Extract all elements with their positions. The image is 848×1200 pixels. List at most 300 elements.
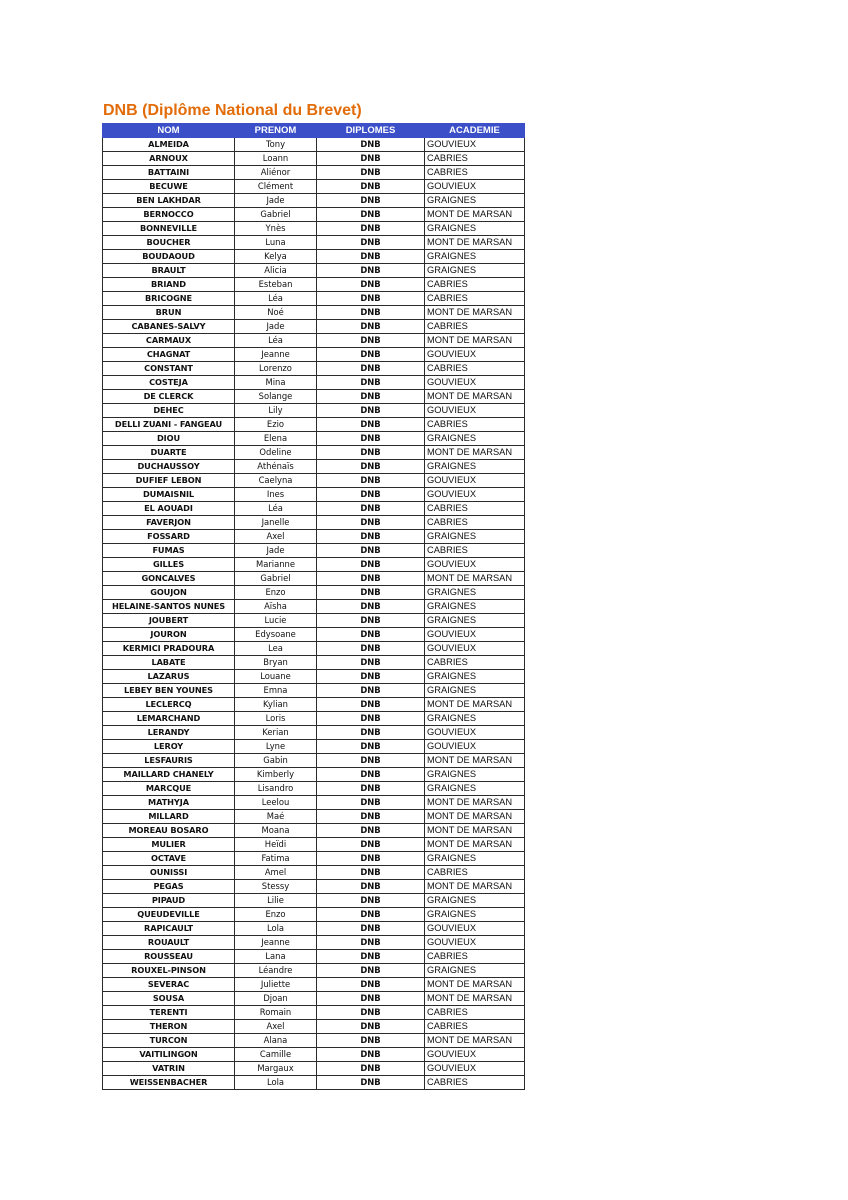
- cell-academie: GRAIGNES: [425, 908, 525, 922]
- cell-prenom: Fatima: [235, 852, 317, 866]
- table-row: [103, 572, 525, 586]
- cell-prenom: Athénaïs: [235, 460, 317, 474]
- table-row: [103, 208, 525, 222]
- table-row: [103, 1076, 525, 1090]
- cell-prenom: Djoan: [235, 992, 317, 1006]
- cell-prenom: Lea: [235, 642, 317, 656]
- cell-prenom: Kelya: [235, 250, 317, 264]
- table-row: [103, 264, 525, 278]
- cell-nom: EL AOUADI: [103, 502, 235, 516]
- cell-academie: GRAIGNES: [425, 250, 525, 264]
- table-row: [103, 362, 525, 376]
- cell-nom: KERMICI PRADOURA: [103, 642, 235, 656]
- cell-prenom: Moana: [235, 824, 317, 838]
- cell-academie: MONT DE MARSAN: [425, 446, 525, 460]
- cell-prenom: Lisandro: [235, 782, 317, 796]
- cell-diplome: DNB: [317, 600, 425, 614]
- cell-academie: GOUVIEUX: [425, 1062, 525, 1076]
- cell-prenom: Aïsha: [235, 600, 317, 614]
- cell-academie: CABRIES: [425, 152, 525, 166]
- cell-diplome: DNB: [317, 698, 425, 712]
- cell-nom: JOURON: [103, 628, 235, 642]
- cell-nom: LAZARUS: [103, 670, 235, 684]
- cell-nom: BEN LAKHDAR: [103, 194, 235, 208]
- cell-diplome: DNB: [317, 264, 425, 278]
- column-header-prenom: PRENOM: [235, 124, 317, 138]
- table-row: [103, 180, 525, 194]
- cell-academie: MONT DE MARSAN: [425, 698, 525, 712]
- cell-prenom: Axel: [235, 1020, 317, 1034]
- cell-academie: CABRIES: [425, 516, 525, 530]
- cell-academie: MONT DE MARSAN: [425, 306, 525, 320]
- cell-diplome: DNB: [317, 222, 425, 236]
- cell-prenom: Leelou: [235, 796, 317, 810]
- cell-nom: BOUCHER: [103, 236, 235, 250]
- cell-nom: RAPICAULT: [103, 922, 235, 936]
- cell-prenom: Odeline: [235, 446, 317, 460]
- cell-nom: OCTAVE: [103, 852, 235, 866]
- cell-nom: WEISSENBACHER: [103, 1076, 235, 1090]
- table-row: [103, 1062, 525, 1076]
- table-row: [103, 236, 525, 250]
- cell-diplome: DNB: [317, 558, 425, 572]
- cell-prenom: Lola: [235, 922, 317, 936]
- table-row: [103, 474, 525, 488]
- cell-nom: BRIAND: [103, 278, 235, 292]
- cell-academie: GRAIGNES: [425, 194, 525, 208]
- table-row: [103, 992, 525, 1006]
- cell-prenom: Gabriel: [235, 208, 317, 222]
- cell-diplome: DNB: [317, 1076, 425, 1090]
- cell-prenom: Jade: [235, 544, 317, 558]
- cell-prenom: Elena: [235, 432, 317, 446]
- table-row: [103, 866, 525, 880]
- cell-academie: MONT DE MARSAN: [425, 1034, 525, 1048]
- cell-prenom: Gabin: [235, 754, 317, 768]
- cell-academie: CABRIES: [425, 950, 525, 964]
- cell-academie: CABRIES: [425, 1006, 525, 1020]
- cell-nom: BERNOCCO: [103, 208, 235, 222]
- cell-prenom: Emna: [235, 684, 317, 698]
- cell-academie: GRAIGNES: [425, 684, 525, 698]
- table-row: [103, 138, 525, 152]
- cell-nom: GOUJON: [103, 586, 235, 600]
- cell-nom: BOUDAOUD: [103, 250, 235, 264]
- table-row: [103, 852, 525, 866]
- table-row: [103, 1048, 525, 1062]
- cell-diplome: DNB: [317, 852, 425, 866]
- table-row: [103, 432, 525, 446]
- cell-diplome: DNB: [317, 628, 425, 642]
- cell-diplome: DNB: [317, 236, 425, 250]
- cell-diplome: DNB: [317, 544, 425, 558]
- table-row: [103, 1006, 525, 1020]
- cell-diplome: DNB: [317, 320, 425, 334]
- cell-nom: JOUBERT: [103, 614, 235, 628]
- cell-nom: LEMARCHAND: [103, 712, 235, 726]
- cell-nom: DEHEC: [103, 404, 235, 418]
- cell-diplome: DNB: [317, 894, 425, 908]
- cell-diplome: DNB: [317, 250, 425, 264]
- cell-nom: DUMAISNIL: [103, 488, 235, 502]
- cell-prenom: Jeanne: [235, 936, 317, 950]
- cell-nom: CARMAUX: [103, 334, 235, 348]
- table-row: [103, 292, 525, 306]
- cell-diplome: DNB: [317, 404, 425, 418]
- table-row: [103, 1034, 525, 1048]
- cell-nom: DUARTE: [103, 446, 235, 460]
- table-row: [103, 1020, 525, 1034]
- cell-prenom: Kerian: [235, 726, 317, 740]
- cell-diplome: DNB: [317, 880, 425, 894]
- cell-academie: MONT DE MARSAN: [425, 236, 525, 250]
- cell-diplome: DNB: [317, 488, 425, 502]
- table-row: [103, 810, 525, 824]
- cell-prenom: Clément: [235, 180, 317, 194]
- cell-nom: BRUN: [103, 306, 235, 320]
- cell-academie: GOUVIEUX: [425, 404, 525, 418]
- cell-prenom: Bryan: [235, 656, 317, 670]
- cell-academie: MONT DE MARSAN: [425, 334, 525, 348]
- cell-academie: GOUVIEUX: [425, 376, 525, 390]
- table-row: [103, 656, 525, 670]
- cell-diplome: DNB: [317, 418, 425, 432]
- cell-diplome: DNB: [317, 1048, 425, 1062]
- cell-diplome: DNB: [317, 138, 425, 152]
- cell-academie: GRAIGNES: [425, 712, 525, 726]
- cell-academie: GOUVIEUX: [425, 474, 525, 488]
- table-row: [103, 978, 525, 992]
- cell-prenom: Ines: [235, 488, 317, 502]
- table-row: [103, 348, 525, 362]
- cell-nom: ARNOUX: [103, 152, 235, 166]
- cell-prenom: Lucie: [235, 614, 317, 628]
- cell-diplome: DNB: [317, 194, 425, 208]
- table-row: [103, 712, 525, 726]
- cell-diplome: DNB: [317, 796, 425, 810]
- cell-nom: DIOU: [103, 432, 235, 446]
- cell-diplome: DNB: [317, 166, 425, 180]
- cell-nom: BRAULT: [103, 264, 235, 278]
- table-row: [103, 404, 525, 418]
- cell-academie: CABRIES: [425, 866, 525, 880]
- cell-prenom: Léa: [235, 502, 317, 516]
- cell-academie: CABRIES: [425, 1020, 525, 1034]
- cell-diplome: DNB: [317, 362, 425, 376]
- cell-diplome: DNB: [317, 992, 425, 1006]
- cell-academie: GRAIGNES: [425, 460, 525, 474]
- cell-prenom: Caelyna: [235, 474, 317, 488]
- cell-diplome: DNB: [317, 208, 425, 222]
- cell-nom: DE CLERCK: [103, 390, 235, 404]
- cell-nom: CABANES-SALVY: [103, 320, 235, 334]
- cell-nom: GONCALVES: [103, 572, 235, 586]
- cell-diplome: DNB: [317, 838, 425, 852]
- cell-prenom: Ynès: [235, 222, 317, 236]
- cell-prenom: Margaux: [235, 1062, 317, 1076]
- cell-nom: COSTEJA: [103, 376, 235, 390]
- table-row: [103, 390, 525, 404]
- cell-nom: BATTAINI: [103, 166, 235, 180]
- cell-nom: BECUWE: [103, 180, 235, 194]
- cell-prenom: Lorenzo: [235, 362, 317, 376]
- cell-prenom: Juliette: [235, 978, 317, 992]
- cell-diplome: DNB: [317, 432, 425, 446]
- cell-diplome: DNB: [317, 754, 425, 768]
- cell-diplome: DNB: [317, 292, 425, 306]
- table-row: [103, 698, 525, 712]
- table-header-row: [103, 124, 525, 138]
- cell-diplome: DNB: [317, 572, 425, 586]
- cell-nom: HELAINE-SANTOS NUNES: [103, 600, 235, 614]
- column-header-nom: NOM: [103, 124, 235, 138]
- table-row: [103, 502, 525, 516]
- table-row: [103, 922, 525, 936]
- cell-diplome: DNB: [317, 964, 425, 978]
- cell-prenom: Lana: [235, 950, 317, 964]
- cell-academie: MONT DE MARSAN: [425, 824, 525, 838]
- cell-diplome: DNB: [317, 1020, 425, 1034]
- cell-prenom: Jade: [235, 194, 317, 208]
- table-row: [103, 964, 525, 978]
- cell-diplome: DNB: [317, 670, 425, 684]
- cell-diplome: DNB: [317, 586, 425, 600]
- table-row: [103, 586, 525, 600]
- cell-prenom: Aliénor: [235, 166, 317, 180]
- cell-academie: GRAIGNES: [425, 782, 525, 796]
- cell-diplome: DNB: [317, 446, 425, 460]
- cell-academie: CABRIES: [425, 292, 525, 306]
- table-row: [103, 530, 525, 544]
- cell-prenom: Ezio: [235, 418, 317, 432]
- table-row: [103, 768, 525, 782]
- cell-prenom: Loris: [235, 712, 317, 726]
- cell-academie: MONT DE MARSAN: [425, 992, 525, 1006]
- cell-academie: MONT DE MARSAN: [425, 978, 525, 992]
- cell-nom: OUNISSI: [103, 866, 235, 880]
- cell-prenom: Maé: [235, 810, 317, 824]
- column-header-academie: ACADEMIE: [425, 124, 525, 138]
- cell-nom: FOSSARD: [103, 530, 235, 544]
- cell-academie: MONT DE MARSAN: [425, 810, 525, 824]
- cell-nom: LEBEY BEN YOUNES: [103, 684, 235, 698]
- cell-academie: GRAIGNES: [425, 432, 525, 446]
- cell-nom: LESFAURIS: [103, 754, 235, 768]
- cell-diplome: DNB: [317, 950, 425, 964]
- cell-prenom: Lily: [235, 404, 317, 418]
- cell-academie: GRAIGNES: [425, 530, 525, 544]
- cell-nom: MULIER: [103, 838, 235, 852]
- table-row: [103, 250, 525, 264]
- cell-academie: GRAIGNES: [425, 586, 525, 600]
- cell-diplome: DNB: [317, 1006, 425, 1020]
- cell-nom: TERENTI: [103, 1006, 235, 1020]
- table-row: [103, 670, 525, 684]
- cell-prenom: Lilie: [235, 894, 317, 908]
- cell-diplome: DNB: [317, 516, 425, 530]
- cell-academie: MONT DE MARSAN: [425, 838, 525, 852]
- cell-nom: BONNEVILLE: [103, 222, 235, 236]
- cell-diplome: DNB: [317, 712, 425, 726]
- cell-academie: MONT DE MARSAN: [425, 880, 525, 894]
- cell-academie: CABRIES: [425, 320, 525, 334]
- cell-prenom: Léa: [235, 292, 317, 306]
- cell-diplome: DNB: [317, 1062, 425, 1076]
- cell-prenom: Solange: [235, 390, 317, 404]
- table-row: [103, 460, 525, 474]
- table-row: [103, 754, 525, 768]
- cell-academie: GRAIGNES: [425, 264, 525, 278]
- cell-prenom: Stessy: [235, 880, 317, 894]
- table-row: [103, 936, 525, 950]
- cell-nom: ALMEIDA: [103, 138, 235, 152]
- cell-diplome: DNB: [317, 866, 425, 880]
- cell-diplome: DNB: [317, 922, 425, 936]
- cell-diplome: DNB: [317, 306, 425, 320]
- table-row: [103, 558, 525, 572]
- cell-academie: GOUVIEUX: [425, 740, 525, 754]
- cell-diplome: DNB: [317, 908, 425, 922]
- cell-diplome: DNB: [317, 334, 425, 348]
- cell-nom: PIPAUD: [103, 894, 235, 908]
- table-row: [103, 740, 525, 754]
- cell-nom: PEGAS: [103, 880, 235, 894]
- cell-prenom: Léandre: [235, 964, 317, 978]
- table-row: [103, 166, 525, 180]
- cell-nom: LABATE: [103, 656, 235, 670]
- cell-nom: ROUXEL-PINSON: [103, 964, 235, 978]
- cell-prenom: Axel: [235, 530, 317, 544]
- page-title: DNB (Diplôme National du Brevet): [103, 102, 362, 119]
- cell-nom: SOUSA: [103, 992, 235, 1006]
- cell-prenom: Luna: [235, 236, 317, 250]
- table-row: [103, 320, 525, 334]
- cell-academie: MONT DE MARSAN: [425, 572, 525, 586]
- cell-diplome: DNB: [317, 460, 425, 474]
- cell-academie: GOUVIEUX: [425, 348, 525, 362]
- cell-academie: GOUVIEUX: [425, 488, 525, 502]
- cell-nom: THERON: [103, 1020, 235, 1034]
- table-row: [103, 306, 525, 320]
- cell-diplome: DNB: [317, 278, 425, 292]
- cell-nom: LEROY: [103, 740, 235, 754]
- cell-diplome: DNB: [317, 810, 425, 824]
- cell-diplome: DNB: [317, 978, 425, 992]
- column-header-diplomes: DIPLOMES: [317, 124, 425, 138]
- cell-prenom: Alana: [235, 1034, 317, 1048]
- cell-prenom: Camille: [235, 1048, 317, 1062]
- cell-academie: CABRIES: [425, 1076, 525, 1090]
- table-row: [103, 684, 525, 698]
- cell-diplome: DNB: [317, 740, 425, 754]
- cell-nom: CONSTANT: [103, 362, 235, 376]
- table-row: [103, 222, 525, 236]
- cell-prenom: Marianne: [235, 558, 317, 572]
- cell-academie: GRAIGNES: [425, 670, 525, 684]
- table-row: [103, 796, 525, 810]
- cell-nom: GILLES: [103, 558, 235, 572]
- table-row: [103, 278, 525, 292]
- table-row: [103, 334, 525, 348]
- table-row: [103, 782, 525, 796]
- cell-academie: MONT DE MARSAN: [425, 754, 525, 768]
- cell-academie: CABRIES: [425, 502, 525, 516]
- cell-academie: GRAIGNES: [425, 614, 525, 628]
- cell-diplome: DNB: [317, 180, 425, 194]
- cell-prenom: Enzo: [235, 908, 317, 922]
- cell-prenom: Janelle: [235, 516, 317, 530]
- cell-diplome: DNB: [317, 782, 425, 796]
- cell-nom: FUMAS: [103, 544, 235, 558]
- cell-academie: GOUVIEUX: [425, 922, 525, 936]
- cell-nom: MOREAU BOSARO: [103, 824, 235, 838]
- cell-diplome: DNB: [317, 474, 425, 488]
- cell-nom: FAVERJON: [103, 516, 235, 530]
- cell-nom: DELLI ZUANI - FANGEAU: [103, 418, 235, 432]
- cell-diplome: DNB: [317, 348, 425, 362]
- cell-prenom: Jeanne: [235, 348, 317, 362]
- cell-academie: MONT DE MARSAN: [425, 796, 525, 810]
- table-row: [103, 894, 525, 908]
- cell-diplome: DNB: [317, 530, 425, 544]
- cell-diplome: DNB: [317, 390, 425, 404]
- cell-prenom: Kimberly: [235, 768, 317, 782]
- cell-academie: GRAIGNES: [425, 600, 525, 614]
- cell-diplome: DNB: [317, 642, 425, 656]
- cell-academie: GRAIGNES: [425, 894, 525, 908]
- table-row: [103, 194, 525, 208]
- cell-diplome: DNB: [317, 1034, 425, 1048]
- cell-prenom: Jade: [235, 320, 317, 334]
- cell-nom: SEVERAC: [103, 978, 235, 992]
- cell-diplome: DNB: [317, 768, 425, 782]
- cell-nom: TURCON: [103, 1034, 235, 1048]
- table-row: [103, 614, 525, 628]
- cell-nom: QUEUDEVILLE: [103, 908, 235, 922]
- cell-prenom: Lola: [235, 1076, 317, 1090]
- cell-academie: GOUVIEUX: [425, 180, 525, 194]
- cell-prenom: Louane: [235, 670, 317, 684]
- cell-diplome: DNB: [317, 824, 425, 838]
- cell-diplome: DNB: [317, 726, 425, 740]
- cell-academie: GRAIGNES: [425, 768, 525, 782]
- table-row: [103, 838, 525, 852]
- table-row: [103, 516, 525, 530]
- cell-prenom: Loann: [235, 152, 317, 166]
- cell-prenom: Tony: [235, 138, 317, 152]
- cell-academie: GRAIGNES: [425, 964, 525, 978]
- cell-diplome: DNB: [317, 614, 425, 628]
- cell-diplome: DNB: [317, 684, 425, 698]
- cell-academie: MONT DE MARSAN: [425, 208, 525, 222]
- table-row: [103, 446, 525, 460]
- cell-nom: DUCHAUSSOY: [103, 460, 235, 474]
- cell-nom: VAITILINGON: [103, 1048, 235, 1062]
- cell-academie: CABRIES: [425, 278, 525, 292]
- cell-nom: ROUSSEAU: [103, 950, 235, 964]
- cell-academie: GOUVIEUX: [425, 726, 525, 740]
- cell-academie: GOUVIEUX: [425, 642, 525, 656]
- cell-academie: CABRIES: [425, 656, 525, 670]
- cell-diplome: DNB: [317, 502, 425, 516]
- cell-nom: VATRIN: [103, 1062, 235, 1076]
- cell-academie: GRAIGNES: [425, 222, 525, 236]
- cell-academie: CABRIES: [425, 362, 525, 376]
- cell-prenom: Kylian: [235, 698, 317, 712]
- cell-prenom: Gabriel: [235, 572, 317, 586]
- table-row: [103, 824, 525, 838]
- cell-prenom: Mina: [235, 376, 317, 390]
